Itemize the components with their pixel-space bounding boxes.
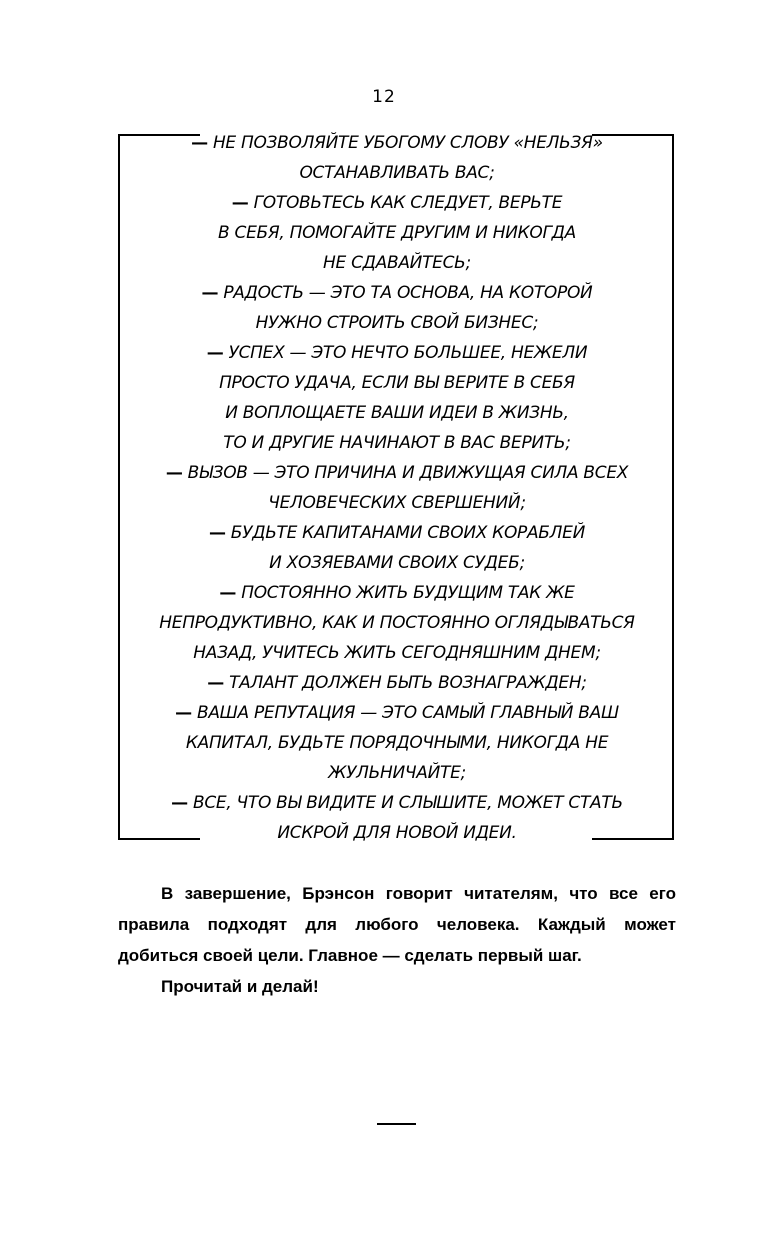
rule-dash: — — [219, 583, 237, 603]
rule-dash: — — [231, 193, 249, 213]
rules-list — [118, 128, 676, 848]
rule-dash: — — [208, 523, 226, 543]
rule-item — [118, 128, 676, 188]
rule-item — [118, 698, 676, 788]
rule-dash: — — [175, 703, 192, 723]
paragraph-call-to-action: Прочитай и делай! — [161, 977, 319, 996]
rule-line: — ВСЕ, ЧТО ВЫ ВИДИТЕ И СЛЫШИТЕ, МОЖЕТ СТАТЬ — [171, 793, 623, 813]
rule-line: НАЗАД, УЧИТЕСЬ ЖИТЬ СЕГОДНЯШНИМ ДНЕМ; — [193, 643, 601, 663]
rule-line: НУЖНО СТРОИТЬ СВОЙ БИЗНЕС; — [255, 313, 539, 333]
rule-line: — ПОСТОЯННО ЖИТЬ БУДУЩИМ ТАК ЖЕ — [219, 583, 575, 603]
rule-line: И ВОПЛОЩАЕТЕ ВАШИ ИДЕИ В ЖИЗНЬ, — [225, 403, 569, 423]
rule-line: НЕПРОДУКТИВНО, КАК И ПОСТОЯННО ОГЛЯДЫВАТЬСЯ — [159, 613, 635, 633]
rule-line: НЕ СДАВАЙТЕСЬ; — [323, 253, 471, 273]
rule-item — [118, 188, 676, 278]
rule-dash: — — [191, 133, 208, 153]
page-number: 12 — [372, 87, 396, 107]
rule-line: — ТАЛАНТ ДОЛЖЕН БЫТЬ ВОЗНАГРАЖДЕН; — [207, 673, 587, 693]
rule-line: — БУДЬТЕ КАПИТАНАМИ СВОИХ КОРАБЛЕЙ — [208, 523, 586, 543]
rule-line: КАПИТАЛ, БУДЬТЕ ПОРЯДОЧНЫМИ, НИКОГДА НЕ — [185, 733, 609, 753]
rule-line: — ГОТОВЬТЕСЬ КАК СЛЕДУЕТ, ВЕРЬТЕ — [231, 193, 563, 213]
end-of-section-rule — [377, 1123, 416, 1125]
rule-dash: — — [171, 793, 188, 813]
rule-line: — ВАША РЕПУТАЦИЯ — ЭТО САМЫЙ ГЛАВНЫЙ ВАШ — [175, 703, 619, 723]
rule-line: ПРОСТО УДАЧА, ЕСЛИ ВЫ ВЕРИТЕ В СЕБЯ — [219, 373, 575, 393]
rule-dash: — — [207, 673, 224, 693]
rule-dash: — — [206, 343, 224, 363]
rule-line: — РАДОСТЬ — ЭТО ТА ОСНОВА, НА КОТОРОЙ — [201, 283, 593, 303]
rule-dash: — — [201, 283, 219, 303]
paragraph-conclusion: В завершение, Брэнсон говорит читателям, что все его правила подходят для любого человека. Каждый может добиться своей цели. Главное — сделать первый шаг. — [118, 884, 676, 965]
rule-line: ОСТАНАВЛИВАТЬ ВАС; — [299, 163, 495, 183]
rule-item — [118, 788, 676, 848]
rule-item — [118, 518, 676, 578]
rule-item — [118, 458, 676, 518]
rule-line: ЧЕЛОВЕЧЕСКИХ СВЕРШЕНИЙ; — [268, 493, 526, 513]
rule-item — [118, 668, 676, 698]
rule-line: — ВЫЗОВ — ЭТО ПРИЧИНА И ДВИЖУЩАЯ СИЛА ВСЕХ — [165, 463, 629, 483]
body-text — [118, 878, 676, 1002]
rule-item — [118, 338, 676, 458]
rule-item — [118, 278, 676, 338]
rule-line: — НЕ ПОЗВОЛЯЙТЕ УБОГОМУ СЛОВУ «НЕЛЬЗЯ» — [191, 133, 603, 153]
rule-line: ЖУЛЬНИЧАЙТЕ; — [328, 763, 466, 783]
rule-line: В СЕБЯ, ПОМОГАЙТЕ ДРУГИМ И НИКОГДА — [218, 223, 576, 243]
rule-line: ИСКРОЙ ДЛЯ НОВОЙ ИДЕИ. — [277, 823, 517, 843]
rule-line: — УСПЕХ — ЭТО НЕЧТО БОЛЬШЕЕ, НЕЖЕЛИ — [206, 343, 588, 363]
rule-dash: — — [165, 463, 183, 483]
rule-line: И ХОЗЯЕВАМИ СВОИХ СУДЕБ; — [269, 553, 525, 573]
rule-item — [118, 578, 676, 668]
rule-line: ТО И ДРУГИЕ НАЧИНАЮТ В ВАС ВЕРИТЬ; — [223, 433, 571, 453]
